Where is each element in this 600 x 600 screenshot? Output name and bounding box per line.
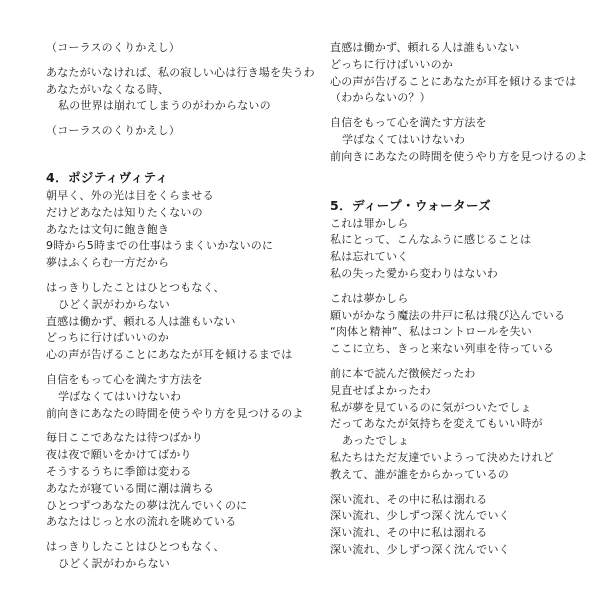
chorus-repeat-label: （コーラスのくりかえし） xyxy=(46,41,181,54)
lyric-line: どっちに行けばいいのか xyxy=(330,57,453,71)
verse-block xyxy=(330,492,592,559)
lyric-line: 前向きにあなたの時間を使うやり方を見つけるのよ xyxy=(330,149,588,163)
lyric-line: 私たちはただ友達でいようって決めたけれど xyxy=(330,450,554,464)
lyric-line: 深い流れ、少しずつ深く沈んでいく xyxy=(330,542,510,556)
lyric-line: あなたが寝ている間に潮は満ちる xyxy=(46,481,214,495)
lyric-line: 私の失った愛から変わりはないわ xyxy=(330,266,498,280)
lyric-line: 自信をもって心を満たす方法を xyxy=(330,116,487,130)
lyric-line: あなたがいなくなる時、 xyxy=(46,82,170,96)
section-5-heading: 5．ディープ・ウォーターズ xyxy=(330,197,492,213)
lyric-line: あなたは文句に飽き飽き xyxy=(46,222,170,236)
verse-block xyxy=(330,216,592,283)
lyric-line: 深い流れ、少しずつ深く沈んでいく xyxy=(330,509,510,523)
lyric-line: 前向きにあなたの時間を使うやり方を見つけるのよ xyxy=(46,406,304,420)
lyric-line: これは夢かしら xyxy=(330,291,409,305)
lyric-line: そうするうちに季節は変わる xyxy=(46,464,192,478)
verse-block xyxy=(46,188,316,272)
verse-block xyxy=(330,40,592,107)
verse-block xyxy=(330,366,592,484)
lyric-line: はっきりしたことはひとつもなく、 xyxy=(46,540,225,554)
verse-block xyxy=(46,372,316,422)
lyric-line: どっちに行けばいいのか xyxy=(46,331,169,345)
right-column xyxy=(330,40,592,559)
verse-block xyxy=(46,539,316,573)
lyric-line: 深い流れ、その中に私は溺れる xyxy=(330,526,488,540)
lyric-line: 直感は働かず、頼れる人は誰もいない xyxy=(46,314,236,328)
lyric-line: ここに立ち、きっと来ない列車を待っている xyxy=(330,342,554,356)
lyric-line: 深い流れ、その中に私は溺れる xyxy=(330,492,488,506)
lyric-line: 私が夢を見ているのに気がついたでしょ xyxy=(330,400,532,414)
verse-block xyxy=(330,291,592,358)
lyric-line: ひとつずつあなたの夢は沈んでいくのに xyxy=(46,498,248,512)
lyric-line: 学ばなくてはいけないわ xyxy=(342,132,466,146)
lyric-line: 心の声が告げることにあなたが耳を傾けるまでは xyxy=(330,74,577,88)
lyric-line: 教えて、誰が誰をからかっているの xyxy=(330,467,509,481)
lyric-line: 心の声が告げることにあなたが耳を傾けるまでは xyxy=(46,348,293,362)
lyric-line: 私の世界は崩れてしまうのがわからないの xyxy=(58,99,271,113)
lyric-line: あなたはじっと水の流れを眺めている xyxy=(46,515,237,529)
lyric-line: 毎日ここであなたは待つばかり xyxy=(46,431,203,445)
lyric-line: （わからないの？） xyxy=(330,91,431,105)
lyric-line: 見直せばよかったわ xyxy=(330,383,431,397)
lyric-line: はっきりしたことはひとつもなく、 xyxy=(46,280,225,294)
section-4-heading: 4．ポジティヴィティ xyxy=(46,169,169,185)
verse-block xyxy=(46,280,316,364)
lyric-line: 私にとって、こんなふうに感じることは xyxy=(330,233,532,247)
verse-block xyxy=(46,430,316,531)
lyric-line: 直感は働かず、頼れる人は誰もいない xyxy=(330,41,520,54)
lyric-line: 9時から5時までの仕事はうまくいかないのに xyxy=(46,239,274,253)
verse-block xyxy=(330,115,592,165)
lyric-line: ひどく訳がわからない xyxy=(58,556,170,570)
chorus-repeat-label: （コーラスのくりかえし） xyxy=(46,124,181,138)
verse-block xyxy=(46,65,316,115)
lyric-line: 夜は夜で願いをかけてばかり xyxy=(46,448,192,462)
lyric-line: “肉体と精神”、私はコントロールを失い xyxy=(330,325,532,339)
lyric-line: これは罪かしら xyxy=(330,216,409,230)
lyric-line: 私は忘れていく xyxy=(330,250,409,264)
lyric-line: ひどく訳がわからない xyxy=(58,297,170,311)
lyric-line: 朝早く、外の光は目をくらませる xyxy=(46,188,214,202)
lyric-line: あなたがいなければ、私の寂しい心は行き場を失うわ xyxy=(46,65,315,79)
lyric-line: あったでしょ xyxy=(342,434,410,448)
lyric-line: だってあなたが気持ちを変えてもいい時が xyxy=(330,417,543,431)
left-column xyxy=(46,40,316,573)
lyric-line: だけどあなたは知りたくないの xyxy=(46,205,203,219)
lyric-line: 前に本で読んだ徴候だったわ xyxy=(330,366,476,380)
lyric-line: 自信をもって心を満たす方法を xyxy=(46,372,203,386)
lyric-line: 夢はふくらむ一方だから xyxy=(46,256,170,270)
lyric-line: 願いがかなう魔法の井戸に私は飛び込んでいる xyxy=(330,308,566,322)
lyric-line: 学ばなくてはいけないわ xyxy=(58,389,182,403)
